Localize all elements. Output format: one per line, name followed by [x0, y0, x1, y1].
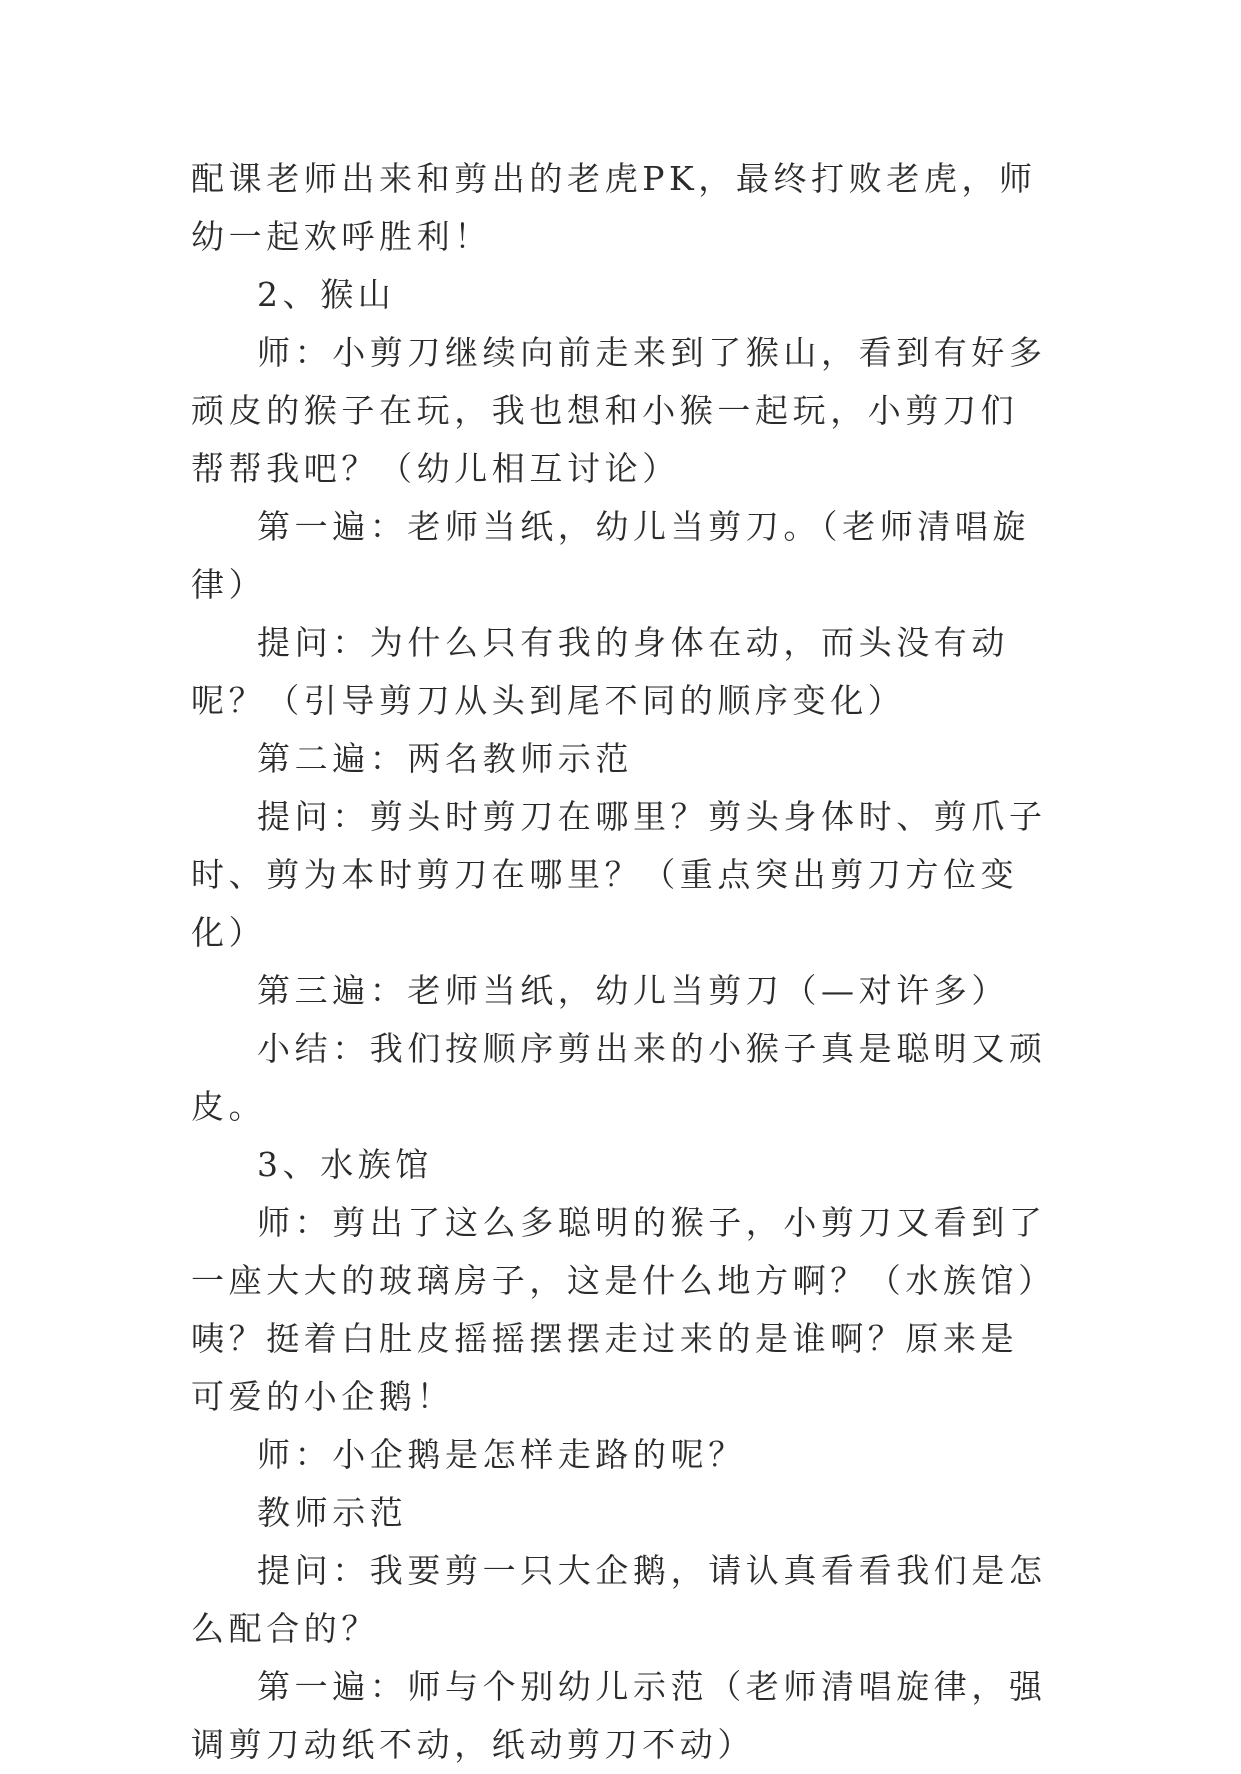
paragraph-monkey-intro: 师：小剪刀继续向前走来到了猴山，看到有好多顽皮的猴子在玩，我也想和小猴一起玩，小剪刀们帮帮我吧？（幼儿相互讨论）	[191, 333, 1047, 488]
heading-aquarium: 3、水族馆	[257, 1145, 433, 1184]
paragraph-tiger-pk: 配课老师出来和剪出的老虎PK，最终打败老虎，师幼一起欢呼胜利！	[191, 159, 1037, 256]
paragraph-penguin-walk: 师：小企鹅是怎样走路的呢？	[257, 1435, 746, 1474]
paragraph-aquarium-intro: 师：剪出了这么多聪明的猴子，小剪刀又看到了一座大大的玻璃房子，这是什么地方啊？（水族馆）咦？挺着白肚皮摇摇摆摆走过来的是谁啊？原来是可爱的小企鹅！	[191, 1203, 1047, 1416]
paragraph-summary: 小结：我们按顺序剪出来的小猴子真是聪明又顽皮。	[191, 1029, 1047, 1126]
paragraph-second-round: 第二遍：两名教师示范	[257, 739, 633, 778]
paragraph-question-position: 提问：剪头时剪刀在哪里？剪头身体时、剪爪子时、剪为本时剪刀在哪里？（重点突出剪刀方位变化）	[191, 797, 1047, 952]
paragraph-first-round-penguin: 第一遍：师与个别幼儿示范（老师清唱旋律，强调剪刀动纸不动，纸动剪刀不动）	[191, 1667, 1047, 1764]
document-page	[191, 150, 1053, 1774]
paragraph-third-round: 第三遍：老师当纸，幼儿当剪刀（—对许多）	[257, 971, 1009, 1010]
paragraph-question-body: 提问：为什么只有我的身体在动，而头没有动呢？（引导剪刀从头到尾不同的顺序变化）	[191, 623, 1009, 720]
paragraph-question-penguin: 提问：我要剪一只大企鹅，请认真看看我们是怎么配合的？	[191, 1551, 1047, 1648]
paragraph-first-round: 第一遍：老师当纸，幼儿当剪刀。（老师清唱旋律）	[191, 507, 1031, 604]
heading-monkey-mountain: 2、猴山	[257, 275, 396, 314]
paragraph-teacher-demo: 教师示范	[257, 1493, 408, 1532]
